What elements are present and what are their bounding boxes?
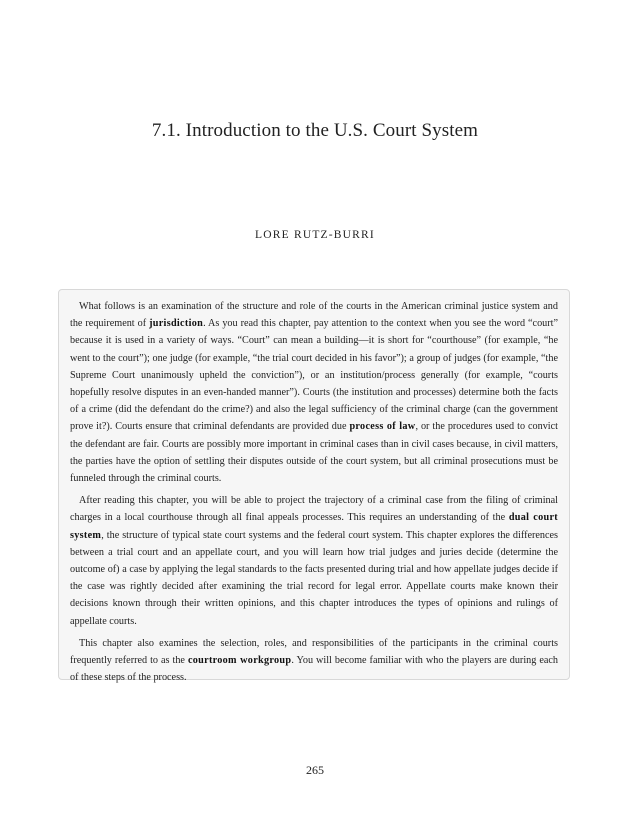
- keyword-jurisdiction[interactable]: jurisdiction: [149, 318, 204, 330]
- paragraph-1: [70, 298, 558, 487]
- p3-text-b: . You will become familiar with who the players are during each of these steps of the process.: [70, 655, 558, 684]
- keyword-courtroom-workgroup[interactable]: courtroom workgroup: [187, 655, 292, 667]
- keyword-process-of-law[interactable]: process of law: [349, 421, 416, 433]
- p1-text-a: What follows is an examination of the structure and role of the courts in the American criminal justice system and the requirement of: [70, 301, 558, 330]
- page-number: 265: [306, 763, 324, 777]
- paragraph-3: [70, 635, 558, 687]
- introduction-box: [58, 289, 570, 684]
- author-name: LORE RUTZ-BURRI: [255, 229, 375, 241]
- p1-text-b: . As you read this chapter, pay attention to the context when you see the word “court” because it is used in a variety of ways. “Court” can mean a building—it is short for “courthouse” (for example, “he went to the court”); one judge (for example, “the trial court decided in his favor”); a group of judges (for example, “the Supreme Court unanimously upheld the conviction”), or an institution/process generally (for example, “courts hopefully resolve disputes in an even-handed manner”). Courts (the institution and processes) determine both the facts of a crime (did the defendant do the crime?) and also the legal sufficiency of the criminal charge (can the government prove it?). Courts ensure that criminal defendants are provided due: [70, 318, 559, 433]
- p1-text-c: , or the procedures used to convict the defendant are fair. Courts are possibly more important in criminal cases than in civil cases because, in civil matters, the parties have the option of settling their disputes outside of the court system, but all criminal prosecutions must be funneled through the criminal courts.: [70, 421, 558, 485]
- chapter-title: 7.1. Introduction to the U.S. Court System: [151, 120, 479, 141]
- keyword-dual-court-system[interactable]: dual court system: [70, 512, 558, 541]
- paragraph-2: [70, 492, 558, 630]
- p2-text-b: , the structure of typical state court systems and the federal court system. This chapter explores the differences between a trial court and an appellate court, and you will learn how trial judges and juries decide (determine the outcome of) a case by applying the legal standards to the facts presented during trial and how appellate judges decide if the case was rightly decided after examining the trial record for legal error. Appellate courts make known their decisions known through their written opinions, and this chapter introduces the types of opinions and rulings of appellate courts.: [70, 529, 558, 627]
- p2-text-a: After reading this chapter, you will be able to project the trajectory of a criminal case from the filing of criminal charges in a local courthouse through all final appeals processes. This requires an understanding of the: [70, 495, 558, 524]
- p3-text-a: This chapter also examines the selection, roles, and responsibilities of the participants in the criminal courts frequently referred to as the: [70, 637, 558, 667]
